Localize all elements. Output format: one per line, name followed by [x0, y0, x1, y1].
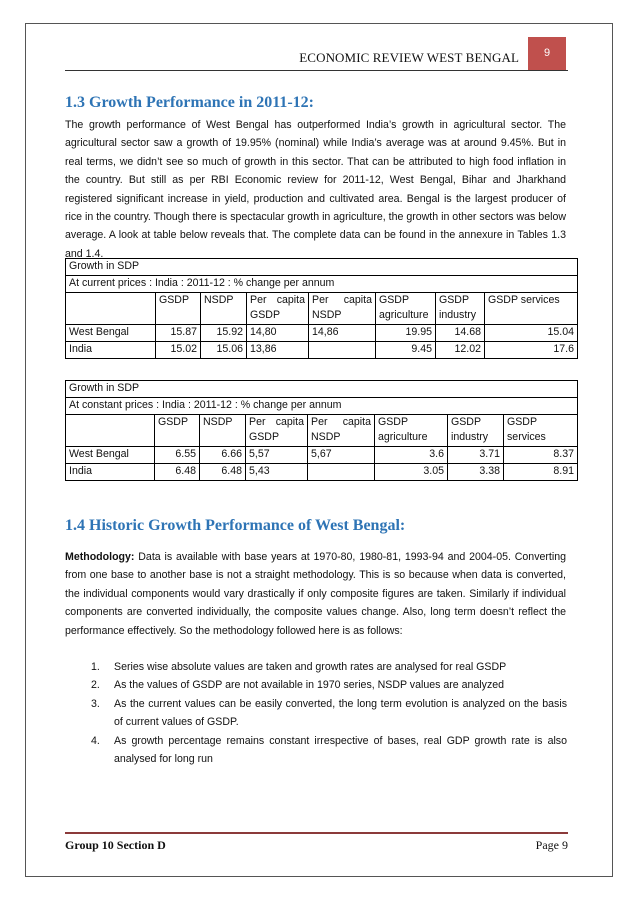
table-cell: 8.37	[504, 447, 578, 464]
table-subtitle: At current prices : India : 2011-12 : % change per annum	[66, 276, 578, 293]
list-item	[91, 695, 567, 732]
header-rule	[65, 70, 568, 71]
row-label: West Bengal	[66, 447, 155, 464]
table-cell: 15.04	[485, 325, 578, 342]
list-text: As growth percentage remains constant irrespective of bases, real GDP growth rate is also analysed for long run	[114, 734, 567, 766]
table-subtitle-row	[66, 276, 578, 293]
running-header-title: ECONOMIC REVIEW WEST BENGAL	[299, 50, 519, 65]
methodology-label: Methodology:	[65, 551, 135, 563]
table-cell: 5,67	[308, 447, 375, 464]
table-cell: 9.45	[376, 342, 436, 359]
table-cell: 14.68	[436, 325, 485, 342]
table-cell: 14,86	[309, 325, 376, 342]
list-number: 1.	[91, 661, 100, 673]
list-text: As the current values can be easily converted, the long term evolution is analyzed on the basis of current values of GSDP.	[114, 697, 567, 729]
table-title-row	[66, 381, 578, 398]
header-cell: GSDP services	[485, 293, 578, 325]
table-cell: 6.48	[155, 464, 200, 481]
table-row	[66, 325, 578, 342]
table-cell: 15.87	[156, 325, 201, 342]
header-cell: Per capita GSDP	[246, 415, 308, 447]
table-cell: 8.91	[504, 464, 578, 481]
table-cell: 6.66	[200, 447, 246, 464]
header-cell: GSDP services	[504, 415, 578, 447]
section-heading-1-3: 1.3 Growth Performance in 2011-12:	[65, 94, 314, 111]
table-cell: 3.71	[448, 447, 504, 464]
row-label: West Bengal	[66, 325, 156, 342]
header-cell: GSDP	[155, 415, 200, 447]
table-cell: 12.02	[436, 342, 485, 359]
section-heading-1-4: 1.4 Historic Growth Performance of West Bengal:	[65, 517, 406, 534]
list-number: 4.	[91, 734, 100, 747]
header-cell: Per capita NSDP	[309, 293, 376, 325]
table-row	[66, 464, 578, 481]
table-cell: 14,80	[247, 325, 309, 342]
methodology-paragraph	[65, 548, 566, 640]
footer-group-label: Group 10 Section D	[65, 838, 166, 852]
table-subtitle-row	[66, 398, 578, 415]
table-header-row	[66, 415, 578, 447]
header-cell: GSDP agriculture	[376, 293, 436, 325]
table-header-row	[66, 293, 578, 325]
header-cell: GSDP agriculture	[375, 415, 448, 447]
table-cell: 3.05	[375, 464, 448, 481]
row-label: India	[66, 464, 155, 481]
table-cell: 15.06	[201, 342, 247, 359]
table-cell: 15.02	[156, 342, 201, 359]
table-cell: 13,86	[247, 342, 309, 359]
header-cell: Per capita NSDP	[308, 415, 375, 447]
section-1-3-paragraph: The growth performance of West Bengal has outperformed India’s growth in agricultural sector. The agricultural sector saw a growth of 19.95% (nominal) while India’s average was at around 9.45%. But in real terms, we didn’t see so much of growth in this sector. That can be attributed to high food inflation in the country. But still as per RBI Economic review for 2011-12, West Bengal, Bihar and Jharkhand registered significant increase in yield, production and cultivated area. Bengal is the largest producer of rice in the country. Though there is spectacular growth in agriculture, the growth in other sectors was below average. A look at table below reveals that. The complete data can be found in the annexure in Tables 1.3 and 1.4.	[65, 119, 566, 260]
header-cell	[66, 415, 155, 447]
table-cell: 15.92	[201, 325, 247, 342]
header-cell: NSDP	[200, 415, 246, 447]
header-cell: GSDP	[156, 293, 201, 325]
list-text: As the values of GSDP are not available in 1970 series, NSDP values are analyzed	[114, 679, 505, 692]
list-item	[91, 676, 567, 694]
header-cell	[66, 293, 156, 325]
table-cell: 6.48	[200, 464, 246, 481]
table-title-row	[66, 259, 578, 276]
header-cell: GSDP industry	[436, 293, 485, 325]
table-cell: 17.6	[485, 342, 578, 359]
list-item	[91, 658, 567, 676]
list-text: Series wise absolute values are taken and growth rates are analysed for real GSDP	[114, 661, 507, 673]
table-cell: 5,57	[246, 447, 308, 464]
table-cell: 3.38	[448, 464, 504, 481]
table-row	[66, 342, 578, 359]
table-cell: 6.55	[155, 447, 200, 464]
table-cell: 19.95	[376, 325, 436, 342]
table-row	[66, 447, 578, 464]
header-cell: Per capita GSDP	[247, 293, 309, 325]
table-title: Growth in SDP	[66, 259, 578, 276]
page-number-badge: 9	[528, 37, 566, 70]
header-cell: GSDP industry	[448, 415, 504, 447]
table-cell	[309, 342, 376, 359]
growth-table-current	[65, 258, 578, 359]
header-cell: NSDP	[201, 293, 247, 325]
list-number: 3.	[91, 697, 100, 710]
table-cell	[308, 464, 375, 481]
methodology-steps	[91, 658, 567, 768]
table-title: Growth in SDP	[66, 381, 578, 398]
growth-table-constant	[65, 380, 578, 481]
row-label: India	[66, 342, 156, 359]
table-cell: 3.6	[375, 447, 448, 464]
footer-rule	[65, 832, 568, 834]
table-cell: 5,43	[246, 464, 308, 481]
methodology-text: Data is available with base years at 1970-80, 1980-81, 1993-94 and 2004-05. Converting from one base to another base is not a straight methodology. This is so because when data is converted, the individual components would vary drastically if only composite figures are taken. Similarly if individual components are converted individually, the composite values change. Also, long term doesn’t reflect the performance effectively. So the methodology followed here is as follows:	[65, 551, 566, 637]
list-item	[91, 732, 567, 769]
table-subtitle: At constant prices : India : 2011-12 : % change per annum	[66, 398, 578, 415]
footer-page-number: Page 9	[535, 838, 568, 852]
list-number: 2.	[91, 679, 100, 692]
